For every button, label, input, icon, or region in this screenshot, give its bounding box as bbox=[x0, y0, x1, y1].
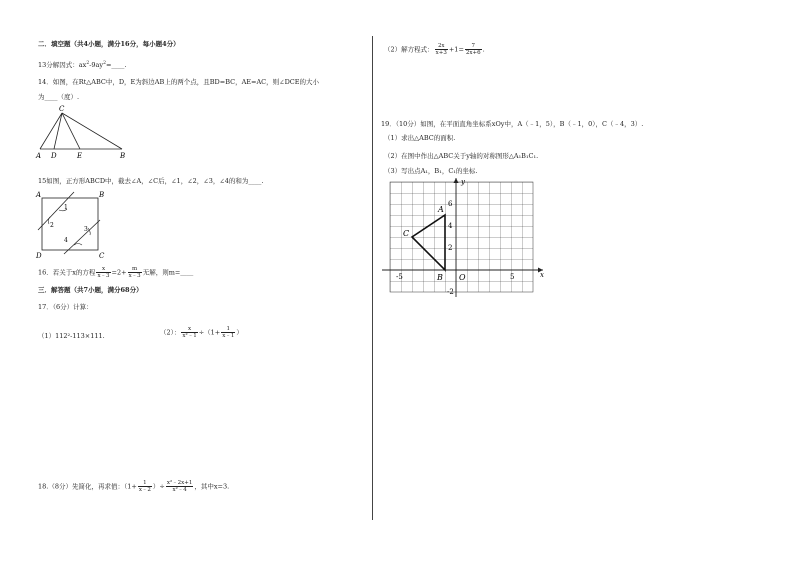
label-b: B bbox=[99, 191, 105, 199]
tick-2: 2 bbox=[448, 244, 453, 252]
point-a-label: A bbox=[438, 205, 444, 214]
question-16: 16．若关于x的方程 $\frac{x}{x﹣3}$ =2+ $\frac{m}{x﹣3}$ 无解，则m=____ bbox=[38, 266, 194, 279]
angle-1-label: 1 bbox=[64, 204, 68, 211]
point-c-label: C bbox=[403, 229, 410, 238]
question-14-line2: 为____（度）. bbox=[38, 93, 80, 101]
label-c: C bbox=[59, 105, 65, 113]
section-3-heading: 三．解答题（共7小题，满分68分） bbox=[38, 286, 143, 294]
question-19-line2: （1）求出△ABC的面积. bbox=[384, 134, 456, 142]
angle-4-label: 4 bbox=[64, 237, 68, 244]
tick-minus-2: -2 bbox=[447, 288, 454, 296]
equation-question: （2）解方程式： $\frac{2x}{x+3}$ +1= $\frac{7}{2x+6}$ . bbox=[384, 43, 485, 56]
tick-5: 5 bbox=[510, 273, 515, 281]
triangle-figure bbox=[34, 103, 134, 161]
tick-4: 4 bbox=[448, 222, 453, 230]
label-b: B bbox=[120, 152, 126, 160]
question-18: 18.（8分）先简化，再求值：（1+ $\frac{1}{x﹣2}$ ）÷ $\frac{\text{x²﹣2x+1}}{\text{x²﹣4}}$ ，其中x=3. bbox=[38, 480, 230, 493]
question-15: 15如图，正方形ABCD中，截去∠A，∠C后，∠1，∠2，∠3，∠4的和为____. bbox=[38, 177, 264, 185]
coordinate-grid bbox=[378, 176, 548, 300]
square-figure bbox=[34, 190, 106, 260]
label-e: E bbox=[77, 152, 83, 160]
question-17-part1: （1）112²-113×111. bbox=[38, 332, 105, 340]
angle-3-label: 3 bbox=[84, 226, 88, 233]
x-axis-label: x bbox=[540, 271, 544, 279]
question-19-line4: （3）写出点A₁，B₁，C₁的坐标. bbox=[384, 167, 478, 175]
question-13: 13分解因式：$ax^2-9ay^2=\_\_\_\_$. bbox=[38, 61, 127, 70]
label-d: D bbox=[51, 152, 57, 160]
column-divider bbox=[372, 36, 373, 520]
point-b-label: B bbox=[437, 273, 443, 282]
question-17-title: 17．（6分）计算： bbox=[38, 303, 93, 311]
question-19-line1: 19．（10分）如图，在平面直角坐标系xOy中，A（﹣1，5），B（﹣1，0），C（﹣4，3）. bbox=[381, 120, 644, 128]
question-19-line3: （2）在图中作出△ABC关于y轴的对称图形△A₁B₁C₁. bbox=[384, 152, 539, 160]
origin-label: O bbox=[459, 273, 466, 282]
angle-2-label: 2 bbox=[50, 222, 54, 229]
tick-6: 6 bbox=[448, 200, 453, 208]
label-a: A bbox=[36, 191, 42, 199]
question-17-part2: （2）： $\frac{x}{\text{x²﹣1}}$ ÷（1+ $\frac{1}{x﹣1}$ ） bbox=[160, 326, 243, 339]
section-2-heading: 二．填空题（共4小题，满分16分，每小题4分） bbox=[38, 40, 180, 48]
label-d: D bbox=[36, 252, 42, 260]
question-14-line1: 14．如图，在Rt△ABC中，D，E为斜边AB上的两个点，且BD=BC，AE=AC，则∠DCE的大小 bbox=[38, 78, 320, 86]
label-a: A bbox=[36, 152, 42, 160]
tick-minus-5: -5 bbox=[396, 273, 403, 281]
label-c: C bbox=[99, 252, 105, 260]
y-axis-label: y bbox=[461, 178, 465, 186]
